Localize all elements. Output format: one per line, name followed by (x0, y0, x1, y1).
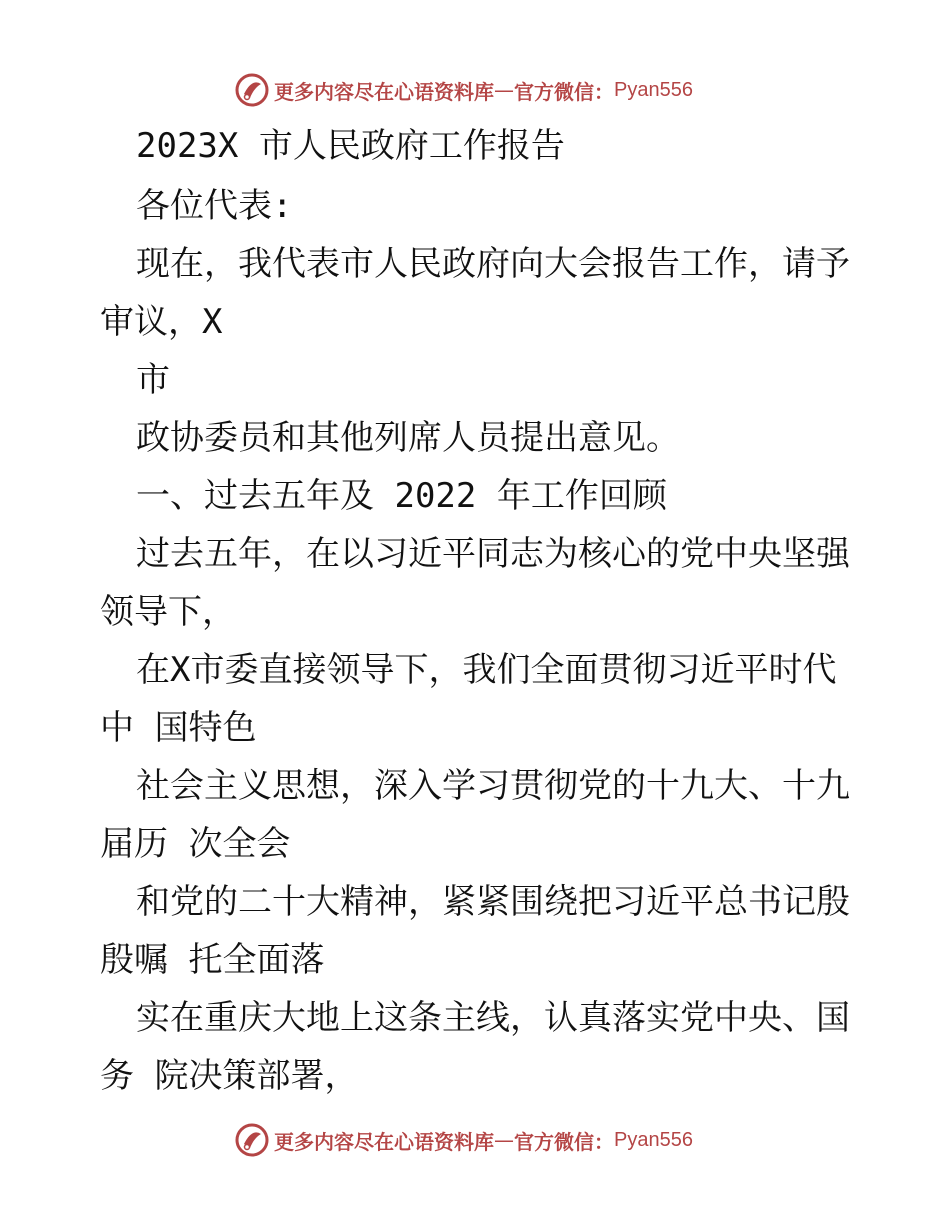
watermark-footer (234, 1122, 693, 1158)
paragraph-line: 届历 次全会 (100, 824, 291, 864)
document-title: 2023X 市人民政府工作报告 (136, 126, 565, 166)
watermark-wechat-label: 官方微信： (514, 1129, 614, 1154)
paragraph-line: 审议，X (100, 302, 223, 342)
watermark-text: 更多内容尽在心语资料库 (274, 79, 494, 104)
paragraph-line: 市 (136, 360, 170, 400)
paragraph-line: 过去五年，在以习近平同志为核心的党中央坚强 (136, 534, 850, 574)
paragraph-line: 殷嘱 托全面落 (100, 940, 325, 980)
section-heading: 一、过去五年及 2022 年工作回顾 (136, 476, 667, 516)
watermark-wechat-id: Pyan556 (614, 1128, 693, 1151)
paragraph-line: 社会主义思想，深入学习贯彻党的十九大、十九 (136, 766, 850, 806)
watermark-wechat-label: 官方微信： (514, 79, 614, 104)
paragraph-line: 在X市委直接领导下，我们全面贯彻习近平时代 (136, 650, 837, 690)
paragraph-line: 政协委员和其他列席人员提出意见。 (136, 418, 680, 458)
logo-icon (234, 1122, 270, 1158)
paragraph-line: 务 院决策部署， (100, 1056, 359, 1096)
watermark-separator: — (494, 1128, 514, 1152)
paragraph-line: 现在，我代表市人民政府向大会报告工作，请予 (136, 244, 850, 284)
watermark-wechat-id: Pyan556 (614, 78, 693, 101)
paragraph-line: 领导下， (100, 592, 236, 632)
watermark-text: 更多内容尽在心语资料库 (274, 1129, 494, 1154)
watermark-separator: — (494, 78, 514, 102)
paragraph-line: 各位代表: (136, 186, 293, 226)
paragraph-line: 中 国特色 (100, 708, 257, 748)
paragraph-line: 实在重庆大地上这条主线，认真落实党中央、国 (136, 998, 850, 1038)
paragraph-line: 和党的二十大精神，紧紧围绕把习近平总书记殷 (136, 882, 850, 922)
